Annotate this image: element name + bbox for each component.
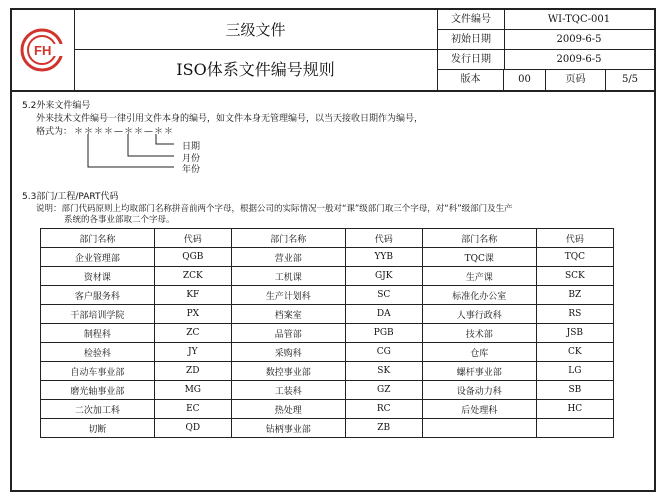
dept-name: 热处理 [231,400,345,419]
dept-name: 企业管理部 [41,248,155,267]
table-row [41,267,614,286]
dept-name: 设备动力科 [422,381,536,400]
dept-code: GJK [345,267,422,286]
dept-code: SB [536,381,613,400]
dept-code: SCK [536,267,613,286]
header-cell: 部门名称 [41,229,155,248]
dept-code: DA [345,305,422,324]
dept-name: 营业部 [231,248,345,267]
header-cell: 部门名称 [231,229,345,248]
dept-code: GZ [345,381,422,400]
format-label: 格式为： [36,127,73,137]
dept-name: 磨光轴事业部 [41,381,155,400]
meta-value: 2009-6-5 [556,34,602,45]
meta-version-page [438,70,654,90]
logo-icon [18,26,68,74]
dept-name: 二次加工科 [41,400,155,419]
dept-name: 技术部 [422,324,536,343]
dept-name: 钻柄事业部 [231,419,345,438]
dept-name: 品管部 [231,324,345,343]
header-cell: 代码 [345,229,422,248]
dept-code: RS [536,305,613,324]
dept-name: 后处理科 [422,400,536,419]
table-row [41,381,614,400]
table-row [41,343,614,362]
meta-value: 2009-6-5 [556,54,602,65]
dept-name: 自动车事业部 [41,362,155,381]
table-row [41,248,614,267]
format-pattern: ＊＊＊＊—＊＊—＊＊ [74,127,175,137]
section-description-cont: 系统的各事业部取二个字母。 [64,215,175,225]
dept-code: ZB [345,419,422,438]
document-level: 三级文件 [74,10,438,50]
legend-month: 月份 [182,154,201,164]
table-row [41,324,614,343]
meta-init-date [438,30,654,50]
dept-name: 档案室 [231,305,345,324]
legend-day: 日期 [182,142,201,152]
dept-name: 数控事业部 [231,362,345,381]
document-meta [438,10,654,90]
dept-code: JY [154,343,231,362]
department-code-table [40,228,614,438]
dept-name: 仓库 [422,343,536,362]
dept-code: HC [536,400,613,419]
format-bracket-lines [80,134,190,174]
table-row [41,362,614,381]
section-heading: 5.3部门/工程/PART代码 [22,192,119,202]
dept-name: 客户服务科 [41,286,155,305]
meta-label: 发行日期 [438,50,505,69]
dept-name: 切断 [41,419,155,438]
meta-value: WI-TQC-001 [547,14,611,25]
dept-name: 干部培训学院 [41,305,155,324]
table-row [41,286,614,305]
legend-year: 年份 [182,165,201,175]
meta-value: 5/5 [621,74,639,85]
dept-name: 生产课 [422,267,536,286]
dept-code: TQC [536,248,613,267]
section-heading: 5.2外来文件编号 [22,101,91,111]
meta-doc-no [438,10,654,30]
table-header-row [41,229,614,248]
dept-code: MG [154,381,231,400]
dept-code: LG [536,362,613,381]
header-cell: 部门名称 [422,229,536,248]
dept-name: 生产计划科 [231,286,345,305]
dept-code [536,419,613,438]
meta-value: 00 [504,70,546,90]
section-description: 说明：部门代码原则上均取部门名称拼音前两个字母，根据公司的实际情况一般对“课”级部门取三个字母，对“科”级部门及生产 [36,204,513,214]
dept-code: PGB [345,324,422,343]
document-title: ISO体系文件编号规则 [74,50,438,90]
dept-code: PX [154,305,231,324]
meta-label: 初始日期 [438,30,505,49]
logo-text: FH [34,43,52,58]
meta-label: 版本 [438,70,504,90]
dept-name: 采购科 [231,343,345,362]
dept-name: 工装科 [231,381,345,400]
dept-code: ZC [154,324,231,343]
table-row [41,305,614,324]
dept-name: TQC课 [422,248,536,267]
meta-label: 文件编号 [438,10,505,29]
dept-code: BZ [536,286,613,305]
table-row [41,400,614,419]
dept-code: JSB [536,324,613,343]
section-description: 外来技术文件编号一律引用文件本身的编号，如文件本身无管理编号，以当天接收日期作为编号， [36,114,424,124]
dept-name: 检验科 [41,343,155,362]
header-cell: 代码 [154,229,231,248]
dept-code: RC [345,400,422,419]
dept-name: 工机课 [231,267,345,286]
dept-code: SC [345,286,422,305]
dept-code: ZCK [154,267,231,286]
dept-code: SK [345,362,422,381]
company-logo [12,10,75,90]
dept-code: KF [154,286,231,305]
dept-code: QGB [154,248,231,267]
dept-name: 资材课 [41,267,155,286]
dept-code: QD [154,419,231,438]
meta-issue-date [438,50,654,70]
table-row [41,419,614,438]
dept-name: 螺杆事业部 [422,362,536,381]
dept-name [422,419,536,438]
dept-code: ZD [154,362,231,381]
dept-name: 人事行政科 [422,305,536,324]
dept-code: CK [536,343,613,362]
dept-code: YYB [345,248,422,267]
dept-name: 制程科 [41,324,155,343]
meta-label: 页码 [546,70,606,90]
dept-code: EC [154,400,231,419]
document-header [12,10,654,92]
header-cell: 代码 [536,229,613,248]
dept-code: CG [345,343,422,362]
dept-name: 标准化办公室 [422,286,536,305]
